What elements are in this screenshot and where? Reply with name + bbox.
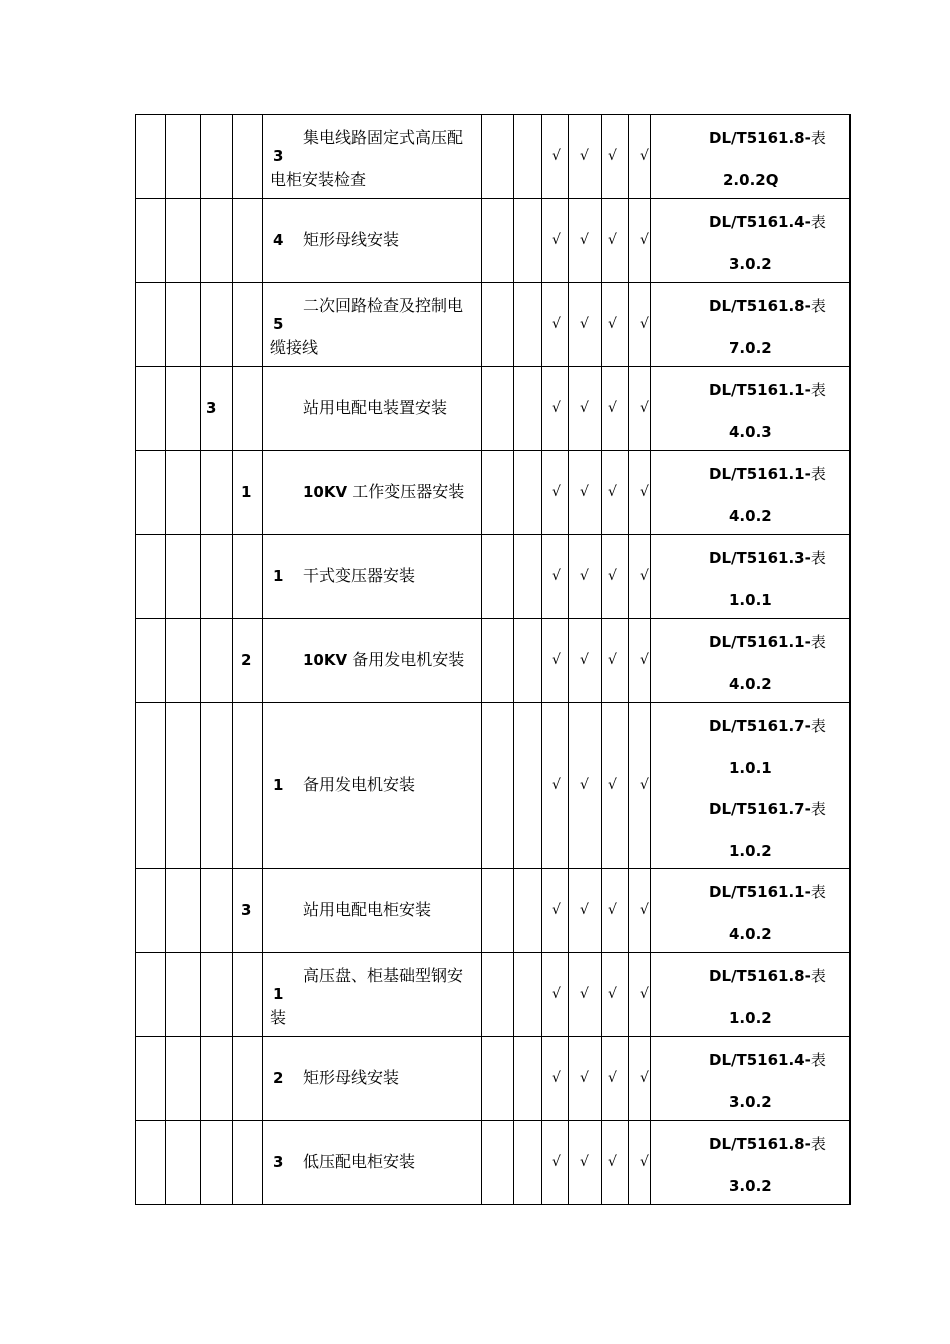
check-mark: √ <box>640 148 649 164</box>
check-mark: √ <box>608 400 617 416</box>
check-mark: √ <box>552 400 561 416</box>
item-number: 1 <box>273 776 284 794</box>
check-mark: √ <box>640 316 649 332</box>
item-name-text: 干式变压器安装 <box>303 566 416 585</box>
item-name-line2: 缆接线 <box>270 338 319 357</box>
table-border-vertical <box>262 114 263 1205</box>
level3-number: 2 <box>241 651 252 669</box>
table-border-horizontal <box>135 114 850 115</box>
check-mark: √ <box>552 902 561 918</box>
item-number: 4 <box>273 231 284 249</box>
item-name-line1: 高压盘、柜基础型钢安 <box>303 966 464 985</box>
level2-number: 3 <box>206 399 217 417</box>
reference-standard: DL/T5161.7-表 <box>709 717 826 735</box>
reference-standard: 1.0.2 <box>729 1008 772 1027</box>
reference-standard: DL/T5161.7-表 <box>709 800 826 818</box>
table-border-vertical <box>650 114 651 1205</box>
check-mark: √ <box>608 652 617 668</box>
check-mark: √ <box>552 232 561 248</box>
reference-standard: 2.0.2Q <box>723 170 779 189</box>
check-mark: √ <box>580 316 589 332</box>
check-mark: √ <box>552 316 561 332</box>
check-mark: √ <box>640 400 649 416</box>
table-border-horizontal <box>135 450 850 451</box>
reference-standard: DL/T5161.4-表 <box>709 213 826 231</box>
check-mark: √ <box>580 568 589 584</box>
check-mark: √ <box>580 1070 589 1086</box>
table-border-horizontal <box>135 868 850 869</box>
check-mark: √ <box>580 148 589 164</box>
check-mark: √ <box>580 777 589 793</box>
item-name-prefix: 10KV <box>303 651 348 669</box>
check-mark: √ <box>580 232 589 248</box>
table-border-horizontal <box>135 282 850 283</box>
item-name-text: 工作变压器安装 <box>352 482 465 501</box>
check-mark: √ <box>608 1154 617 1170</box>
check-mark: √ <box>552 652 561 668</box>
item-name-text: 矩形母线安装 <box>303 230 400 249</box>
reference-standard: 1.0.2 <box>729 841 772 860</box>
check-mark: √ <box>552 148 561 164</box>
reference-standard: DL/T5161.8-表 <box>709 297 826 315</box>
item-name <box>303 901 431 919</box>
check-mark: √ <box>640 1154 649 1170</box>
table-border-horizontal <box>135 952 850 953</box>
table-border-horizontal <box>135 618 850 619</box>
item-name-text: 矩形母线安装 <box>303 1068 400 1087</box>
table-border-horizontal <box>135 1036 850 1037</box>
check-mark: √ <box>552 484 561 500</box>
reference-standard: 1.0.1 <box>729 590 772 609</box>
table-border-horizontal <box>135 198 850 199</box>
reference-standard: 4.0.2 <box>729 674 772 693</box>
check-mark: √ <box>608 568 617 584</box>
check-mark: √ <box>640 777 649 793</box>
check-mark: √ <box>640 568 649 584</box>
item-name <box>303 651 464 669</box>
item-name <box>303 231 399 249</box>
item-name <box>303 567 415 585</box>
check-mark: √ <box>640 986 649 1002</box>
table-border-vertical <box>481 114 482 1205</box>
reference-standard: DL/T5161.1-表 <box>709 633 826 651</box>
table-border-vertical <box>513 114 514 1205</box>
reference-standard: 4.0.3 <box>729 422 772 441</box>
table-border-vertical <box>165 114 166 1205</box>
item-name-text: 站用电配电柜安装 <box>303 900 432 919</box>
item-name <box>303 1153 415 1171</box>
check-mark: √ <box>608 902 617 918</box>
check-mark: √ <box>608 148 617 164</box>
reference-standard: DL/T5161.8-表 <box>709 967 826 985</box>
reference-standard: 4.0.2 <box>729 924 772 943</box>
check-mark: √ <box>640 232 649 248</box>
reference-standard: DL/T5161.4-表 <box>709 1051 826 1069</box>
check-mark: √ <box>580 986 589 1002</box>
check-mark: √ <box>608 777 617 793</box>
item-name <box>303 776 415 794</box>
reference-standard: 3.0.2 <box>729 1176 772 1195</box>
reference-standard: DL/T5161.8-表 <box>709 1135 826 1153</box>
item-name <box>303 1069 399 1087</box>
table-border-vertical <box>541 114 542 1205</box>
item-name-line1: 集电线路固定式高压配 <box>303 128 464 147</box>
check-mark: √ <box>608 986 617 1002</box>
check-mark: √ <box>580 652 589 668</box>
item-number: 3 <box>273 147 284 165</box>
reference-standard: 4.0.2 <box>729 506 772 525</box>
item-name <box>303 483 464 501</box>
table-border-vertical <box>135 114 136 1205</box>
reference-standard: DL/T5161.1-表 <box>709 381 826 399</box>
check-mark: √ <box>552 986 561 1002</box>
item-name-text: 备用发电机安装 <box>303 775 416 794</box>
reference-standard: DL/T5161.1-表 <box>709 465 826 483</box>
check-mark: √ <box>640 902 649 918</box>
item-name-prefix: 10KV <box>303 483 348 501</box>
check-mark: √ <box>608 484 617 500</box>
item-name <box>303 399 447 417</box>
check-mark: √ <box>580 902 589 918</box>
table-border-horizontal <box>135 702 850 703</box>
check-mark: √ <box>580 1154 589 1170</box>
table-border-horizontal <box>135 534 850 535</box>
check-mark: √ <box>580 400 589 416</box>
reference-standard: 3.0.2 <box>729 1092 772 1111</box>
table-border-vertical <box>232 114 233 1205</box>
item-number: 5 <box>273 315 284 333</box>
table-border-horizontal <box>135 366 850 367</box>
item-name-text: 备用发电机安装 <box>352 650 465 669</box>
check-mark: √ <box>580 484 589 500</box>
check-mark: √ <box>552 1154 561 1170</box>
item-number: 1 <box>273 567 284 585</box>
reference-standard: 1.0.1 <box>729 758 772 777</box>
check-mark: √ <box>608 232 617 248</box>
check-mark: √ <box>640 484 649 500</box>
check-mark: √ <box>552 1070 561 1086</box>
check-mark: √ <box>552 568 561 584</box>
level3-number: 3 <box>241 901 252 919</box>
table-border-vertical <box>568 114 569 1205</box>
table-border-horizontal <box>135 1120 850 1121</box>
level3-number: 1 <box>241 483 252 501</box>
check-mark: √ <box>608 1070 617 1086</box>
table-border-vertical <box>601 114 602 1205</box>
reference-standard: DL/T5161.3-表 <box>709 549 826 567</box>
item-number: 3 <box>273 1153 284 1171</box>
table-border-vertical <box>200 114 201 1205</box>
reference-standard: 7.0.2 <box>729 338 772 357</box>
reference-standard: 3.0.2 <box>729 254 772 273</box>
item-number: 1 <box>273 985 284 1003</box>
item-name-line1: 二次回路检查及控制电 <box>303 296 464 315</box>
check-mark: √ <box>640 652 649 668</box>
item-name-line2: 装 <box>270 1008 287 1027</box>
table-border-horizontal <box>135 1204 850 1205</box>
item-name-text: 站用电配电装置安装 <box>303 398 448 417</box>
reference-standard: DL/T5161.1-表 <box>709 883 826 901</box>
item-name-text: 低压配电柜安装 <box>303 1152 416 1171</box>
check-mark: √ <box>552 777 561 793</box>
item-number: 2 <box>273 1069 284 1087</box>
table-border-right <box>849 114 851 1205</box>
check-mark: √ <box>640 1070 649 1086</box>
check-mark: √ <box>608 316 617 332</box>
table-border-vertical <box>628 114 629 1205</box>
reference-standard: DL/T5161.8-表 <box>709 129 826 147</box>
item-name-line2: 电柜安装检查 <box>270 170 367 189</box>
